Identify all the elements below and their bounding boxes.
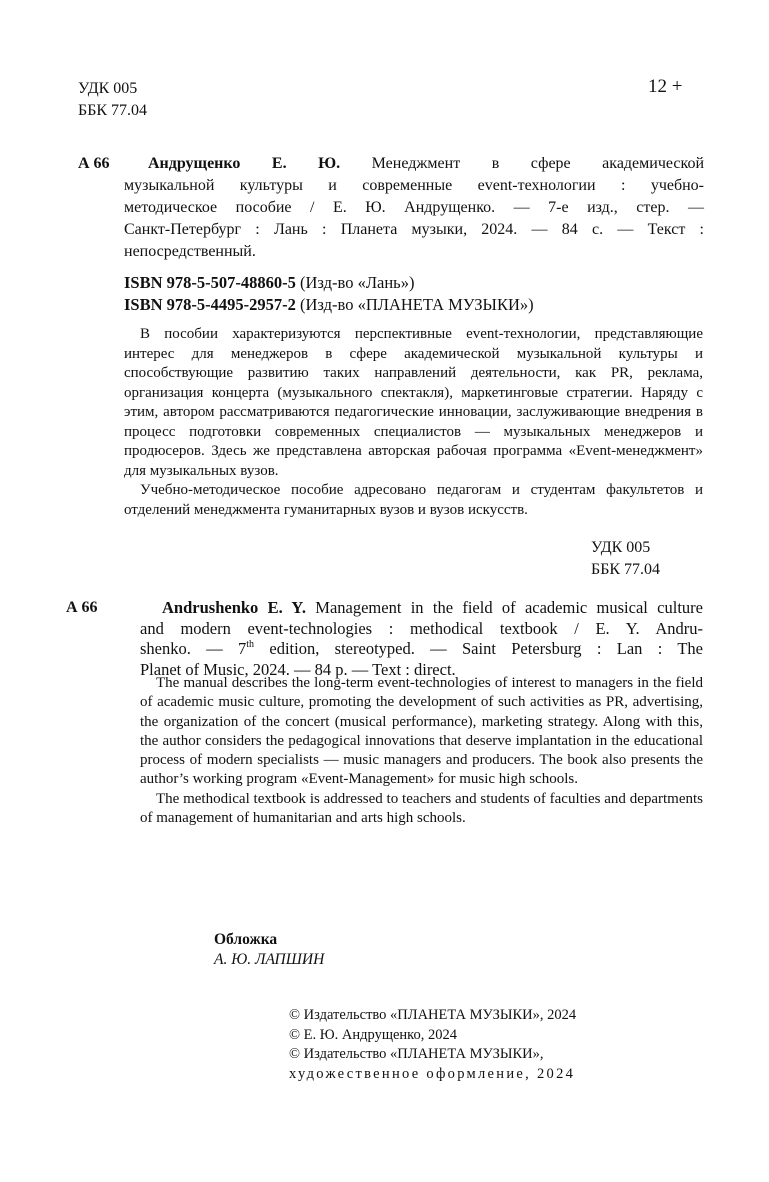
isbn-list (124, 272, 704, 316)
ru-title-line-4: Санкт-Петербург : Лань : Планета музыки, 2024. — 84 с. — Текст : (124, 221, 704, 238)
en-author: Andrushenko E. Y. (162, 598, 306, 617)
age-rating: 12 + (648, 76, 683, 97)
en-title-line-3: shenko. — 7th edition, stereotyped. — Saint Petersburg : Lan : The (140, 638, 703, 658)
en-title-line-1: Management in the field of academic musical culture (315, 598, 703, 617)
isbn-number: 978-5-4495-2957-2 (166, 295, 296, 314)
cover-credit (214, 930, 324, 970)
copyright-block (289, 1006, 576, 1084)
copyright-line: © Издательство «ПЛАНЕТА МУЗЫКИ», 2024 (289, 1007, 577, 1023)
top-classification-codes (78, 78, 147, 122)
ru-abstract-paragraph: В пособии характеризуются перспективные event-технологии, представляющие интерес для менеджеров в сфере академической музыкальной культуры и способствующие развитию таких направлений деятельности, как PR, реклама, организация концерта (музыкального спектакля), маркетинговые стратегии. Наряду с этим, автором рассматриваются педагогические инновации, заслуживающие внедрения в процесс подготовки современных специалистов — музыкальных менеджеров и продюсеров. Здесь же представлена авторская рабочая программа «Event-менеджмент» для музыкальных вузов. (124, 326, 703, 479)
en-title-line-4: Planet of Music, 2024. — 84 p. — Text : direct. (140, 659, 456, 679)
isbn-number: 978-5-507-48860-5 (166, 273, 296, 292)
udk-code: УДК 005 (78, 80, 138, 97)
en-abstract (140, 674, 703, 828)
cover-designer: А. Ю. ЛАПШИН (214, 951, 325, 968)
ru-title-line-3: методическое пособие / Е. Ю. Андрущенко. — 7-е изд., стер. — (124, 199, 704, 216)
isbn-publisher: (Изд-во «Лань») (300, 273, 415, 292)
ru-title-line-1: Менеджмент в сфере академической (371, 155, 705, 172)
en-abstract-paragraph: The manual describes the long-term event-technologies of interest to managers in the field of academic music culture, promoting the development of such activities as PR, advertising, the organization of the concert (musical performance), marketing strategy. Along with this, the author considers the pedagogical innovations that deserve implantation in the educational process of modern specialists — music managers and producers. The book also presents the author’s working program «Event-Management» for music high schools. (140, 675, 703, 788)
ru-abstract-paragraph: Учебно-методическое пособие адресовано педагогам и студентам факультетов и отделений менеджмента гуманитарных вузов и вузов искусств. (124, 482, 703, 518)
isbn-publisher: (Изд-во «ПЛАНЕТА МУЗЫКИ») (300, 295, 534, 314)
bbk-code: ББК 77.04 (591, 561, 661, 578)
ru-title-line-2: музыкальной культуры и современные event-технологии : учебно- (124, 177, 704, 194)
en-bibliographic-entry (140, 598, 703, 680)
udk-code: УДК 005 (591, 539, 651, 556)
isbn-planeta: ISBN 978-5-4495-2957-2 (Изд-во «ПЛАНЕТА МУЗЫКИ») (124, 295, 534, 314)
bbk-code: ББК 77.04 (78, 102, 148, 119)
ru-title-line-5: непосредственный. (124, 243, 256, 260)
ordinal-suffix: th (246, 638, 255, 650)
en-title-line-2: and modern event-technologies : methodical textbook / E. Y. Andru- (140, 618, 703, 638)
en-class-mark: А 66 (66, 599, 98, 616)
ru-abstract (124, 325, 703, 520)
ru-class-mark: А 66 (78, 155, 110, 172)
isbn-lan: ISBN 978-5-507-48860-5 (Изд-во «Лань») (124, 273, 415, 292)
copyright-line: © Е. Ю. Андрущенко, 2024 (289, 1026, 457, 1043)
copyright-line: © Издательство «ПЛАНЕТА МУЗЫКИ», (289, 1046, 544, 1062)
en-abstract-paragraph: The methodical textbook is addressed to teachers and students of faculties and departments of management of humanitarian and arts high schools. (140, 790, 703, 827)
ru-bibliographic-entry (124, 153, 704, 316)
cover-label: Обложка (214, 931, 278, 948)
ru-author: Андрущенко Е. Ю. (148, 155, 341, 172)
mid-classification-codes (591, 537, 660, 581)
copyright-line: художественное оформление, 2024 (289, 1065, 576, 1082)
